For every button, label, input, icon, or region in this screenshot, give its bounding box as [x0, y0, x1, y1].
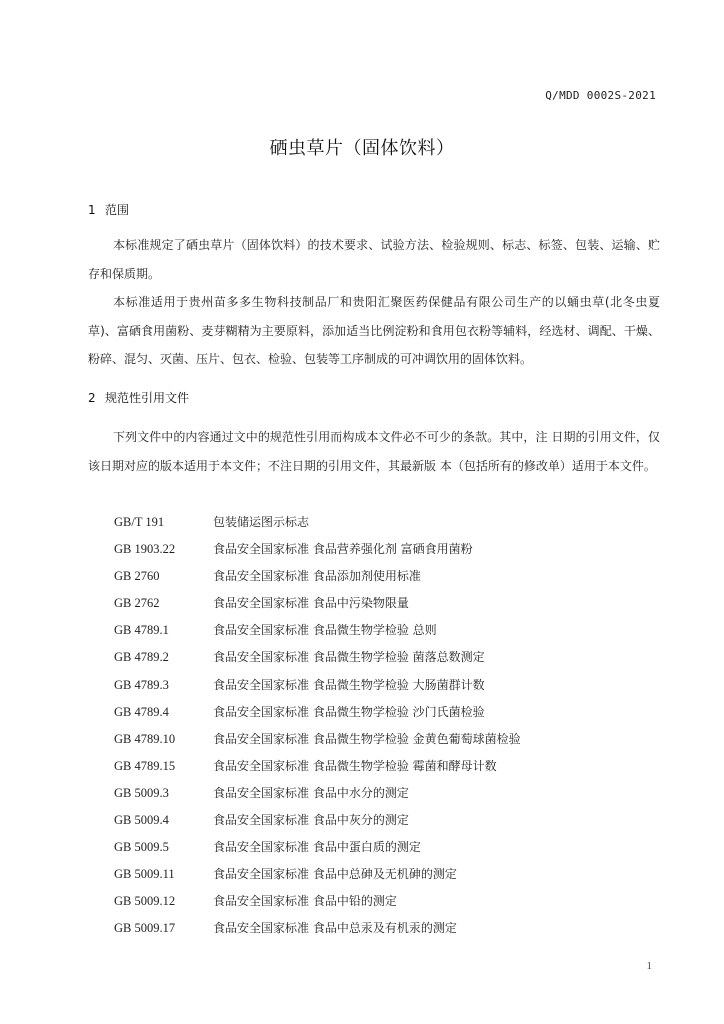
reference-title: 食品安全国家标准 食品微生物学检验 沙门氏菌检验: [213, 704, 485, 719]
section-2-number: 2: [88, 391, 96, 405]
section-2-title: 规范性引用文件: [105, 391, 190, 405]
reference-code: GB 5009.12: [114, 894, 176, 909]
section-1-title: 范围: [105, 203, 130, 217]
reference-item: [114, 780, 521, 807]
section-1-number: 1: [88, 203, 96, 217]
reference-code: GB 4789.1: [114, 623, 169, 638]
reference-code: GB 2762: [114, 596, 160, 611]
reference-title: 食品安全国家标准 食品微生物学检验 金黄色葡萄球菌检验: [213, 731, 521, 746]
reference-list: [114, 509, 521, 943]
reference-title: 食品安全国家标准 食品中灰分的测定: [213, 813, 409, 828]
reference-title: 食品安全国家标准 食品营养强化剂 富硒食用菌粉: [213, 542, 473, 557]
reference-item: [114, 672, 521, 699]
reference-title: 食品安全国家标准 食品微生物学检验 大肠菌群计数: [213, 677, 485, 692]
reference-item: [114, 699, 521, 726]
reference-title: 食品安全国家标准 食品中总汞及有机汞的测定: [213, 921, 457, 936]
reference-item: [114, 861, 521, 888]
reference-code: GB 4789.10: [114, 731, 176, 746]
section-1-heading: [88, 201, 129, 218]
reference-code: GB 4789.4: [114, 704, 169, 719]
section-1-paragraph-1: 本标准规定了硒虫草片（固体饮料）的技术要求、试验方法、检验规则、标志、标签、包装、运输、贮存和保质期。: [88, 238, 660, 281]
section-2-paragraph: 下列文件中的内容通过文中的规范性引用而构成本文件必不可少的条款。其中，注 日期的引用文件，仅该日期对应的版本适用于本文件；不注日期的引用文件，其最新版 本（包括所有的修改单）适用于本文件。: [88, 430, 660, 473]
reference-code: GB 4789.15: [114, 758, 176, 773]
reference-code: GB 4789.3: [114, 677, 169, 692]
reference-item: [114, 888, 521, 915]
reference-item: [114, 834, 521, 861]
reference-item: [114, 807, 521, 834]
reference-item: [114, 590, 521, 617]
reference-item: [114, 726, 521, 753]
reference-title: 食品安全国家标准 食品中水分的测定: [213, 785, 409, 800]
section-2-heading: [88, 389, 189, 406]
reference-title: 食品安全国家标准 食品微生物学检验 霉菌和酵母计数: [213, 758, 497, 773]
page-number: 1: [646, 960, 652, 972]
reference-item: [114, 644, 521, 671]
reference-title: 食品安全国家标准 食品中总砷及无机砷的测定: [213, 867, 457, 882]
reference-item: [114, 915, 521, 942]
reference-code: GB 5009.3: [114, 785, 169, 800]
reference-item: [114, 617, 521, 644]
reference-item: [114, 536, 521, 563]
reference-code: GB 5009.11: [114, 867, 175, 882]
reference-title: 食品安全国家标准 食品微生物学检验 菌落总数测定: [213, 650, 485, 665]
reference-item: [114, 509, 521, 536]
reference-item: [114, 753, 521, 780]
reference-title: 食品安全国家标准 食品中污染物限量: [213, 596, 409, 611]
reference-item: [114, 563, 521, 590]
reference-title: 食品安全国家标准 食品中蛋白质的测定: [213, 840, 421, 855]
page-title: 硒虫草片（固体饮料）: [269, 138, 455, 159]
reference-code: GB 4789.2: [114, 650, 169, 665]
reference-code: GB 5009.5: [114, 840, 169, 855]
reference-title: 食品安全国家标准 食品微生物学检验 总则: [213, 623, 437, 638]
reference-code: GB 2760: [114, 569, 160, 584]
reference-code: GB 1903.22: [114, 542, 176, 557]
reference-code: GB/T 191: [114, 515, 165, 529]
reference-code: GB 5009.4: [114, 813, 169, 828]
document-code: Q/MDD 0002S-2021: [545, 89, 656, 102]
reference-title: 食品安全国家标准 食品中铅的测定: [213, 894, 397, 909]
reference-code: GB 5009.17: [114, 921, 176, 936]
reference-title: 食品安全国家标准 食品添加剂使用标准: [213, 569, 421, 584]
reference-title: 包装储运图示标志: [213, 515, 310, 529]
section-1-paragraph-2: 本标准适用于贵州苗多多生物科技制品厂和贵阳汇聚医药保健品有限公司生产的以蛹虫草(北冬虫夏草)、富硒食用菌粉、麦芽糊精为主要原料，添加适当比例淀粉和食用包衣粉等辅料，经选材、调配、干燥、粉碎、混匀、灭菌、压片、包衣、检验、包装等工序制成的可冲调饮用的固体饮料。: [88, 295, 660, 367]
